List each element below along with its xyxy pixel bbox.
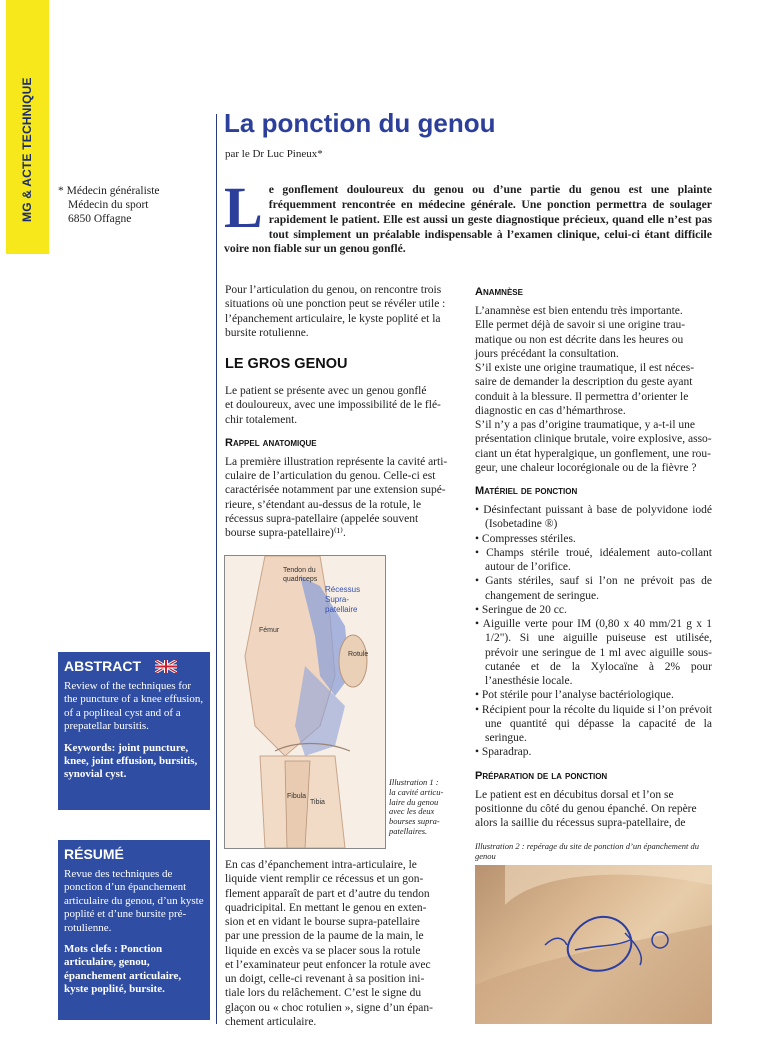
gros-genou-paragraph: [225, 384, 462, 427]
affiliation-line: 6850 Offagne: [68, 213, 132, 226]
text-line: chement articulaire.: [225, 1015, 317, 1028]
label-tibia: Tibia: [310, 799, 325, 806]
resume-box: [58, 840, 210, 1020]
list-item: • Champs stérile troué, idéalement auto-collant autour de l’orifice.: [475, 546, 712, 573]
text-line: caractérisée notamment par une extension supé-: [225, 484, 446, 497]
label-recessus: Récessus: [325, 585, 361, 594]
text-line: culaire de l’articulation du genou. Celle-ci est: [225, 470, 436, 482]
uk-flag-icon: [155, 660, 177, 673]
text-line: Le patient se présente avec un genou gonflé: [225, 385, 427, 397]
resume-keywords: Mots clefs : Ponction articulaire, genou, épanchement articulaire, kyste poplité, bursite.: [64, 943, 182, 996]
list-item: • Désinfectant puissant à base de polyvidone iodé (Isobetadine ®): [475, 504, 712, 531]
knee-anatomy-illustration: [224, 555, 386, 849]
subheading-preparation: Préparation de la ponction: [475, 769, 608, 782]
drop-cap: L: [224, 175, 263, 240]
text-line: S’il n’y a pas d’origine traumatique, y a-t-il une: [475, 419, 696, 431]
label-rotule: Rotule: [348, 651, 369, 658]
article-title: La ponction du genou: [224, 108, 496, 138]
intro-paragraph: [225, 283, 462, 340]
list-item: • Pot stérile pour l’analyse bactériologique.: [475, 689, 674, 702]
text-line: Le patient est en décubitus dorsal et l’on se: [475, 788, 674, 801]
text-line: Pour l’articulation du genou, on rencontre trois: [225, 284, 442, 296]
figure-1-caption: [389, 778, 463, 837]
lede-text: e gonflement douloureux du genou ou d’une partie du genou est une plainte fréquemment rencontrée en médecine générale. Une ponction permettra de soulager rapidement le patient. Elle est aussi un geste diagnostique précieux, quand elle n’est pas tout simplement un préalable indispensable à l’examen clinique, celui-ci étant difficile voire non fiable sur un genou gonflé.: [224, 183, 712, 256]
text-line: La première illustration représente la cavité arti-: [225, 455, 448, 468]
text-line: L’anamnèse est bien entendu très importante.: [475, 305, 683, 317]
label-femur: Fémur: [259, 627, 280, 634]
text-line: ciant un état hyperalgique, un gonflement, une rou-: [475, 447, 711, 460]
text-line: alors la saillie du récessus supra-patellaire, de: [475, 817, 686, 829]
column-right: [475, 283, 712, 840]
column-left-bottom: [225, 858, 462, 1039]
label-fibula: Fibula: [287, 793, 307, 800]
subheading-materiel: Matériel de ponction: [475, 485, 578, 497]
text-line: liquide en excès va se placer sous la rotule: [225, 944, 421, 957]
knee-anatomy-drawing: [225, 556, 385, 848]
text-line: bursite rotulienne.: [225, 326, 309, 339]
label-supra: Supra-: [325, 595, 350, 604]
text-line: bourse supra-patellaire)⁽¹⁾.: [225, 527, 346, 539]
affiliation-line: Médecin du sport: [68, 199, 149, 212]
section-tab-label: MG & ACTE TECHNIQUE: [20, 77, 34, 222]
list-item: • Sparadrap.: [475, 746, 532, 759]
caption-line: la cavité articu-: [389, 786, 444, 797]
label-tendon: Tendon du: [283, 567, 316, 574]
epanchement-paragraph: [225, 858, 462, 1029]
puncture-site-drawing: [475, 865, 712, 1024]
text-line: matique ou non est décrite dans les heures ou: [475, 333, 684, 346]
text-line: tiale lors du relâchement. C’est le signe du: [225, 987, 422, 1000]
text-line: situations où une ponction peut se révéler utile :: [225, 298, 446, 311]
text-line: flement apparaît de part et d’autre du tendon: [225, 887, 430, 900]
resume-title: RÉSUMÉ: [64, 846, 124, 862]
text-line: et douloureux, avec une impossibilité de le flé-: [225, 399, 441, 412]
anamnese-paragraph: [475, 304, 712, 475]
byline: par le Dr Luc Pineux*: [225, 148, 323, 160]
text-line: Elle permet déjà de savoir si une origine trau-: [475, 319, 686, 332]
caption-line: laire du genou: [389, 796, 439, 807]
materiel-list: [475, 503, 712, 760]
text-line: En cas d’épanchement intra-articulaire, le: [225, 859, 417, 871]
text-line: S’il existe une origine traumatique, il est néces-: [475, 362, 695, 374]
text-line: sion et en vidant le bourse supra-patellaire: [225, 916, 420, 928]
list-item: • Récipient pour la récolte du liquide si l’on prévoit une quantité qui dépasse la capacité de la seringue.: [475, 703, 712, 744]
figure-2-caption: Illustration 2 : repérage du site de ponction d’un épanchement du genou: [475, 841, 699, 862]
abstract-text: Review of the techniques for the puncture of a knee effusion, of a popliteal cyst and of a prepatellar bursitis.: [64, 680, 204, 733]
abstract-title: [64, 658, 204, 674]
label-patellaire: patellaire: [325, 605, 358, 614]
abstract-box: [58, 652, 210, 810]
caption-line: bourses supra-: [389, 816, 440, 827]
text-line: glaçon ou « choc rotulien », signe d’un épan-: [225, 1001, 433, 1014]
text-line: geur, une chaleur locorégionale ou de la fièvre ?: [475, 461, 697, 474]
knee-puncture-photo: [475, 865, 712, 1024]
text-line: diagnostic en cas d’hémarthrose.: [475, 404, 626, 417]
list-item: • Gants stériles, sauf si l’on ne prévoit pas de changement de seringue.: [475, 575, 712, 602]
subheading-anamnese: Anamnèse: [475, 286, 523, 298]
text-line: conduit à la blessure. Il permettra d’orienter le: [475, 390, 689, 403]
column-divider: [216, 114, 217, 1024]
list-item: • Compresses stériles.: [475, 532, 576, 545]
text-line: rieure, s’étendant au-dessus de la rotule, le: [225, 498, 422, 511]
caption-line: Illustration 1 :: [389, 777, 439, 787]
list-item: • Seringue de 20 cc.: [475, 603, 567, 616]
caption-line: avec les deux: [389, 806, 435, 817]
list-item: • Aiguille verte pour IM (0,80 x 40 mm/21 g x 1 1/2"). Si une aiguille puiseuse est utilisée, prévoir une seringue de 1 ml avec aiguille sous-cutanée et de la Xylocaïne à 2% pour l’anesthésie locale.: [475, 618, 712, 687]
affiliation-line: * Médecin généraliste: [58, 185, 160, 197]
text-line: jours précédant la consultation.: [475, 347, 619, 360]
abstract-title-text: ABSTRACT: [64, 658, 141, 674]
text-line: présentation clinique brutale, voire explosive, asso-: [475, 433, 712, 446]
subheading-rappel-anatomique: Rappel anatomique: [225, 436, 317, 449]
resume-text: Revue des techniques de ponction d’un épanchement articulaire du genou, d’un kyste poplité et d’une bursite pré-rotulienne.: [64, 868, 204, 934]
lede-paragraph: [224, 175, 712, 257]
section-heading-gros-genou: LE GROS GENOU: [225, 356, 348, 372]
text-line: positionne du côté du genou épanché. On repère: [475, 802, 697, 815]
text-line: chir totalement.: [225, 413, 298, 426]
text-line: récessus supra-patellaire (appelée souvent: [225, 512, 419, 525]
text-line: l’épanchement articulaire, le kyste poplité et la: [225, 312, 441, 325]
text-line: saire de demander la description du geste ayant: [475, 376, 693, 389]
column-left: [225, 283, 462, 550]
text-line: liquide vient remplir ce récessus et un gon-: [225, 873, 424, 886]
preparation-paragraph: [475, 788, 712, 831]
text-line: quadricipital. En mettant le genou en exten-: [225, 901, 427, 914]
rappel-paragraph: [225, 455, 462, 541]
text-line: par une pression de la paume de la main, le: [225, 930, 424, 943]
caption-line: patellaires.: [389, 825, 428, 836]
text-line: un doigt, celle-ci revenant à sa position ini-: [225, 973, 425, 985]
abstract-keywords: Keywords: joint puncture, knee, joint effusion, bursitis, synovial cyst.: [64, 741, 198, 781]
label-quadriceps: quadriceps: [283, 576, 318, 583]
text-line: et l’examinateur peut enfoncer la rotule avec: [225, 958, 431, 971]
author-affiliation: [58, 184, 160, 226]
